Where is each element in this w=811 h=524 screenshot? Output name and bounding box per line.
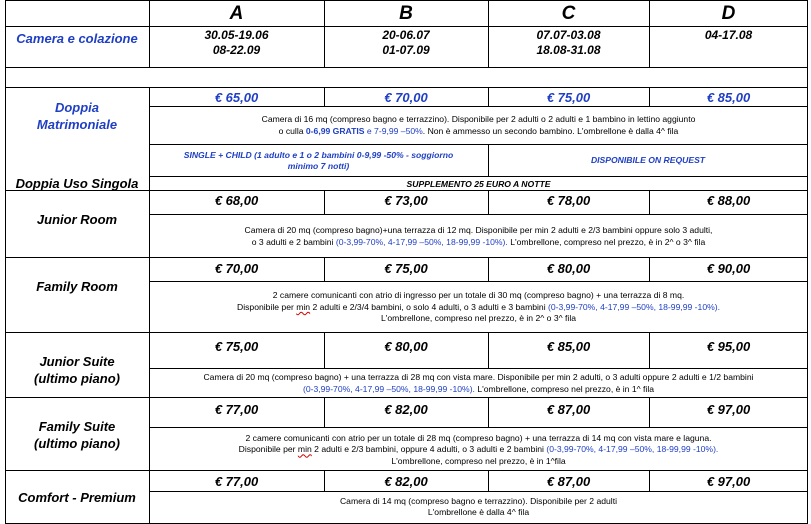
room-label-family-room: Family Room [36, 278, 118, 294]
room-label-junior-suite [5, 345, 149, 395]
price-doppia-b: € 70,00 [384, 90, 428, 105]
description-line: 2 camere comunicanti con atrio per un totale di 28 mq (compreso bagno) + una terrazza di 14 mq con vista mare e laguna. [245, 432, 712, 443]
room-label-line: Junior Suite [39, 354, 115, 369]
date-range: 18.08-31.08 [536, 43, 601, 57]
dates-d [649, 28, 808, 64]
date-range: 08-22.09 [212, 43, 261, 57]
description-line: Camera di 16 mq (compreso bagno e terrazzino). Disponibile per 2 adulti o 2 adulti e 1 bambino in lettino aggiunto [261, 114, 696, 124]
highlight-text: (0-3,99-70%, 4-17,99 –50%, 18-99,99 -10%). [548, 301, 720, 312]
price-junior-suite-c: € 85,00 [546, 338, 591, 354]
description-line: Camera di 20 mq (compreso bagno)+una terrazza di 12 mq. Disponibile per min 2 adulti e 2/3 bambini oppure solo 3 adulti, [244, 225, 713, 235]
note-line: minimo 7 notti) [287, 160, 350, 171]
spacer-row [5, 68, 808, 88]
price-family-room-b: € 75,00 [384, 261, 428, 276]
room-label-line: Doppia [54, 100, 100, 115]
description-family-suite [149, 429, 808, 471]
room-label-line: Family Suite [38, 419, 116, 434]
description-family-room [149, 282, 808, 333]
price-junior-room-b: € 73,00 [384, 193, 428, 208]
text: Disponibile per [237, 301, 297, 312]
description-line [279, 126, 679, 138]
price-comfort-b: € 82,00 [384, 473, 428, 489]
price-comfort-a: € 77,00 [214, 473, 259, 489]
highlight-text: (0-3,99-70%, 4-17,99 –50%, 18-99,99 -10%). [546, 444, 719, 455]
price-comfort-c: € 87,00 [546, 473, 591, 489]
text: min [297, 444, 312, 455]
price-comfort-d: € 97,00 [706, 473, 751, 489]
date-range: 30.05-19.06 [204, 28, 269, 42]
price-family-suite-a: € 77,00 [214, 401, 259, 417]
price-family-suite-b: € 82,00 [384, 401, 428, 417]
price-doppia-d: € 85,00 [706, 90, 751, 105]
room-label-comfort-premium: Comfort - Premium [18, 490, 136, 505]
date-range: 07.07-03.08 [536, 28, 601, 42]
price-family-suite-d: € 97,00 [706, 401, 751, 417]
highlight-text: e 7-9,99 –50% [364, 125, 423, 136]
room-label-family-suite [5, 410, 149, 460]
text: 2 adulti e 2/3/4 bambini, o solo 4 adulti, o 3 adulti e 3 bambini [310, 301, 549, 312]
room-label-line: Matrimoniale [36, 117, 118, 132]
description-junior-suite [149, 369, 808, 398]
description-junior-room [149, 215, 808, 258]
price-family-suite-c: € 87,00 [546, 401, 591, 417]
date-range: 20-06.07 [382, 28, 430, 42]
description-line [237, 302, 720, 314]
column-header-d: D [721, 2, 736, 24]
dates-b [324, 28, 488, 64]
column-header-b: B [399, 2, 413, 24]
description-line: L'ombrellone, compreso nel prezzo, è in 1^fila [391, 455, 566, 466]
price-junior-suite-b: € 80,00 [384, 338, 428, 354]
row-label-camera-colazione: Camera e colazione [16, 30, 138, 46]
text: . Non è ammesso un secondo bambino. L'ombrellone è dalla 4^ fila [422, 125, 679, 136]
description-line [252, 237, 706, 249]
room-label-line: (ultimo piano) [34, 436, 120, 451]
text: o 3 adulti e 2 bambini [251, 236, 336, 247]
dates-a [149, 28, 324, 64]
note-on-request: DISPONIBILE ON REQUEST [590, 155, 706, 165]
description-line: Camera di 14 mq (compreso bagno e terrazzino). Disponibile per 2 adulti [339, 495, 618, 506]
description-comfort [149, 492, 808, 522]
column-header-c: C [561, 2, 576, 24]
price-junior-suite-a: € 75,00 [214, 338, 259, 354]
room-label-line: (ultimo piano) [34, 371, 120, 386]
description-line: 2 camere comunicanti con atrio di ingresso per un totale di 30 mq (compreso bagno) + una terrazza di 8 mq. [272, 290, 685, 301]
room-label-doppia [5, 88, 149, 144]
highlight-text: (0-3,99-70%, 4-17,99 –50%, 18-99,99 -10%). [335, 236, 508, 247]
column-header-a: A [229, 2, 244, 24]
text: min [296, 301, 311, 312]
text: Disponibile per [238, 444, 298, 455]
room-label-dus: Doppia Uso Singola [15, 176, 139, 191]
price-family-room-d: € 90,00 [706, 261, 751, 276]
note-supplemento: SUPPLEMENTO 25 EURO A NOTTE [406, 178, 551, 189]
room-label-junior-room: Junior Room [36, 212, 118, 227]
date-range: 04-17.08 [704, 28, 753, 42]
price-junior-suite-d: € 95,00 [706, 338, 751, 354]
note-single-child [149, 145, 488, 176]
price-family-room-c: € 80,00 [546, 261, 591, 276]
description-doppia [149, 107, 808, 144]
text: o culla [278, 125, 306, 136]
price-junior-room-c: € 78,00 [546, 193, 591, 208]
note-line: SINGLE + CHILD (1 adulto e 1 o 2 bambini 0-9,99 -50% - soggiorno [183, 149, 454, 160]
highlight-text: (0-3,99-70%, 4-17,99 –50%, 18-99,99 -10%). [302, 383, 475, 394]
description-line [303, 384, 654, 396]
price-junior-room-a: € 68,00 [214, 193, 259, 208]
description-line [239, 444, 719, 456]
dates-c [488, 28, 649, 64]
text: L'ombrellone, compreso nel prezzo, è in 1^ fila [474, 383, 655, 394]
price-doppia-c: € 75,00 [546, 90, 591, 105]
highlight-text: 0-6,99 GRATIS [305, 125, 365, 136]
price-family-room-a: € 70,00 [214, 261, 259, 276]
description-line: L'ombrellone, compreso nel prezzo, è in 2^ o 3^ fila [380, 313, 577, 324]
description-line: L'ombrellone è dalla 4^ fila [427, 507, 530, 517]
date-range: 01-07.09 [382, 43, 430, 57]
text: 2 adulti e 2/3 bambini, oppure 4 adulti, o 3 adulti e 2 bambini [311, 444, 547, 455]
price-junior-room-d: € 88,00 [706, 193, 751, 208]
price-doppia-a: € 65,00 [214, 90, 259, 105]
description-line: Camera di 20 mq (compreso bagno) + una terrazza di 28 mq con vista mare. Disponibile per min 2 adulti, o 3 adulti oppure 2 adulti e 1/2 bambini [203, 372, 754, 382]
text: L'ombrellone, compreso nel prezzo, è in 2^ o 3^ fila [507, 236, 706, 247]
